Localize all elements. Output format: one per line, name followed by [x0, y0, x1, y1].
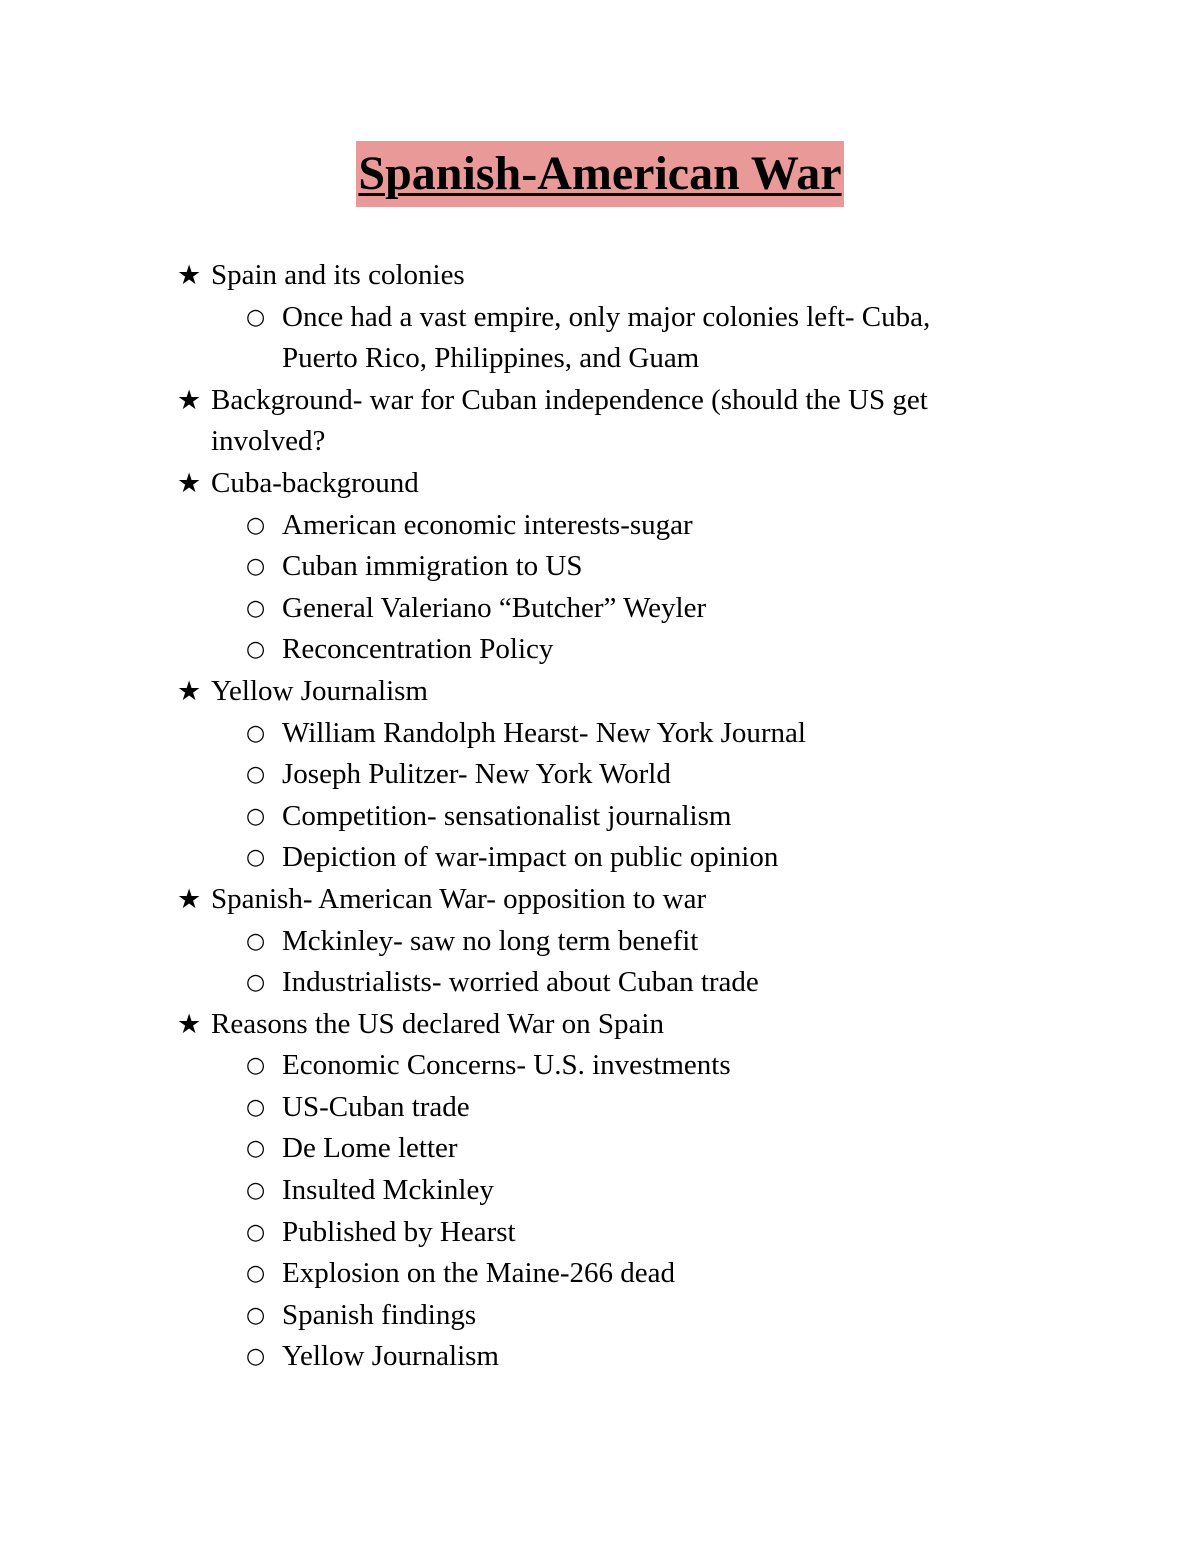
outline-subitem-text: Depiction of war-impact on public opinion	[282, 841, 779, 874]
outline-subitem	[0, 796, 1200, 838]
star-bullet-icon: ★	[177, 467, 202, 499]
outline-subitem-text: Mckinley- saw no long term benefit	[282, 924, 699, 957]
outline-item	[0, 380, 1200, 463]
outline-subitem	[0, 1336, 1200, 1378]
outline-subitem	[0, 1045, 1200, 1087]
circle-bullet-icon: ○	[246, 970, 266, 996]
circle-bullet-icon: ○	[246, 845, 266, 871]
outline-item	[0, 671, 1200, 713]
circle-bullet-icon: ○	[246, 637, 266, 663]
circle-bullet-icon: ○	[246, 1094, 266, 1120]
circle-bullet-icon: ○	[246, 1302, 266, 1328]
outline-subitem-text: Joseph Pulitzer- New York World	[282, 758, 671, 791]
outline-subitem-text: Reconcentration Policy	[282, 633, 554, 666]
page-title: Spanish-American War	[356, 141, 843, 207]
outline-subitem-text: De Lome letter	[282, 1132, 458, 1165]
outline-subitem	[0, 1253, 1200, 1295]
outline-subitem-text: William Randolph Hearst- New York Journal	[282, 716, 806, 749]
star-bullet-icon: ★	[177, 883, 202, 915]
circle-bullet-icon: ○	[246, 1261, 266, 1287]
title-wrap	[0, 141, 1200, 207]
star-bullet-icon: ★	[177, 675, 202, 707]
outline-item-text: Spanish- American War- opposition to war	[211, 882, 707, 915]
outline-subitem-text: Published by Hearst	[282, 1215, 516, 1248]
outline-subitem-text: Once had a vast empire, only major colonies left- Cuba, Puerto Rico, Philippines, and Guam	[282, 300, 931, 375]
star-bullet-icon: ★	[177, 260, 202, 291]
circle-bullet-icon: ○	[246, 1178, 266, 1204]
outline-subitem	[0, 837, 1200, 879]
outline-subitem	[0, 962, 1200, 1004]
outline-item	[0, 1004, 1200, 1046]
outline-subitem-text: US-Cuban trade	[282, 1090, 470, 1123]
outline-item-text: Background- war for Cuban independence (should the US get involved?	[211, 383, 928, 458]
circle-bullet-icon: ○	[246, 928, 266, 954]
outline-list	[0, 255, 1200, 1378]
outline-subitem	[0, 297, 1200, 380]
outline-subitem	[0, 713, 1200, 755]
outline-item-text: Cuba-background	[211, 466, 419, 499]
outline-subitem	[0, 1295, 1200, 1337]
outline-subitem-text: Economic Concerns- U.S. investments	[282, 1049, 731, 1082]
circle-bullet-icon: ○	[246, 1136, 266, 1162]
circle-bullet-icon: ○	[246, 803, 266, 829]
outline-subitem	[0, 629, 1200, 671]
outline-subitem-text: American economic interests-sugar	[282, 508, 693, 541]
outline-item	[0, 463, 1200, 505]
outline-subitem-text: Explosion on the Maine-266 dead	[282, 1257, 676, 1290]
outline-item-text: Spain and its colonies	[211, 259, 465, 291]
outline-subitem-text: Insulted Mckinley	[282, 1174, 494, 1207]
outline-subitem	[0, 1128, 1200, 1170]
circle-bullet-icon: ○	[246, 512, 266, 538]
circle-bullet-icon: ○	[246, 1219, 266, 1245]
outline-subitem-text: Competition- sensationalist journalism	[282, 799, 732, 832]
circle-bullet-icon: ○	[246, 720, 266, 746]
outline-subitem	[0, 1212, 1200, 1254]
outline-item	[0, 879, 1200, 921]
circle-bullet-icon: ○	[246, 554, 266, 580]
outline-subitem-text: Spanish findings	[282, 1298, 477, 1331]
outline-subitem	[0, 505, 1200, 547]
circle-bullet-icon: ○	[246, 1344, 266, 1370]
outline-subitem-text: Industrialists- worried about Cuban trade	[282, 966, 759, 999]
circle-bullet-icon: ○	[246, 304, 266, 330]
outline-subitem-text: Yellow Journalism	[282, 1340, 499, 1373]
outline-subitem	[0, 754, 1200, 796]
outline-subitem	[0, 588, 1200, 630]
star-bullet-icon: ★	[177, 1008, 202, 1040]
outline-item-text: Yellow Journalism	[211, 674, 428, 707]
outline-subitem-text: Cuban immigration to US	[282, 550, 583, 583]
outline-subitem	[0, 1170, 1200, 1212]
star-bullet-icon: ★	[177, 384, 202, 416]
outline-item-text: Reasons the US declared War on Spain	[211, 1007, 664, 1040]
outline-item	[0, 255, 1200, 297]
outline-subitem	[0, 1087, 1200, 1129]
circle-bullet-icon: ○	[246, 762, 266, 788]
outline-subitem-text: General Valeriano “Butcher” Weyler	[282, 591, 707, 624]
circle-bullet-icon: ○	[246, 1053, 266, 1079]
circle-bullet-icon: ○	[246, 595, 266, 621]
outline-subitem	[0, 546, 1200, 588]
outline-subitem	[0, 921, 1200, 963]
